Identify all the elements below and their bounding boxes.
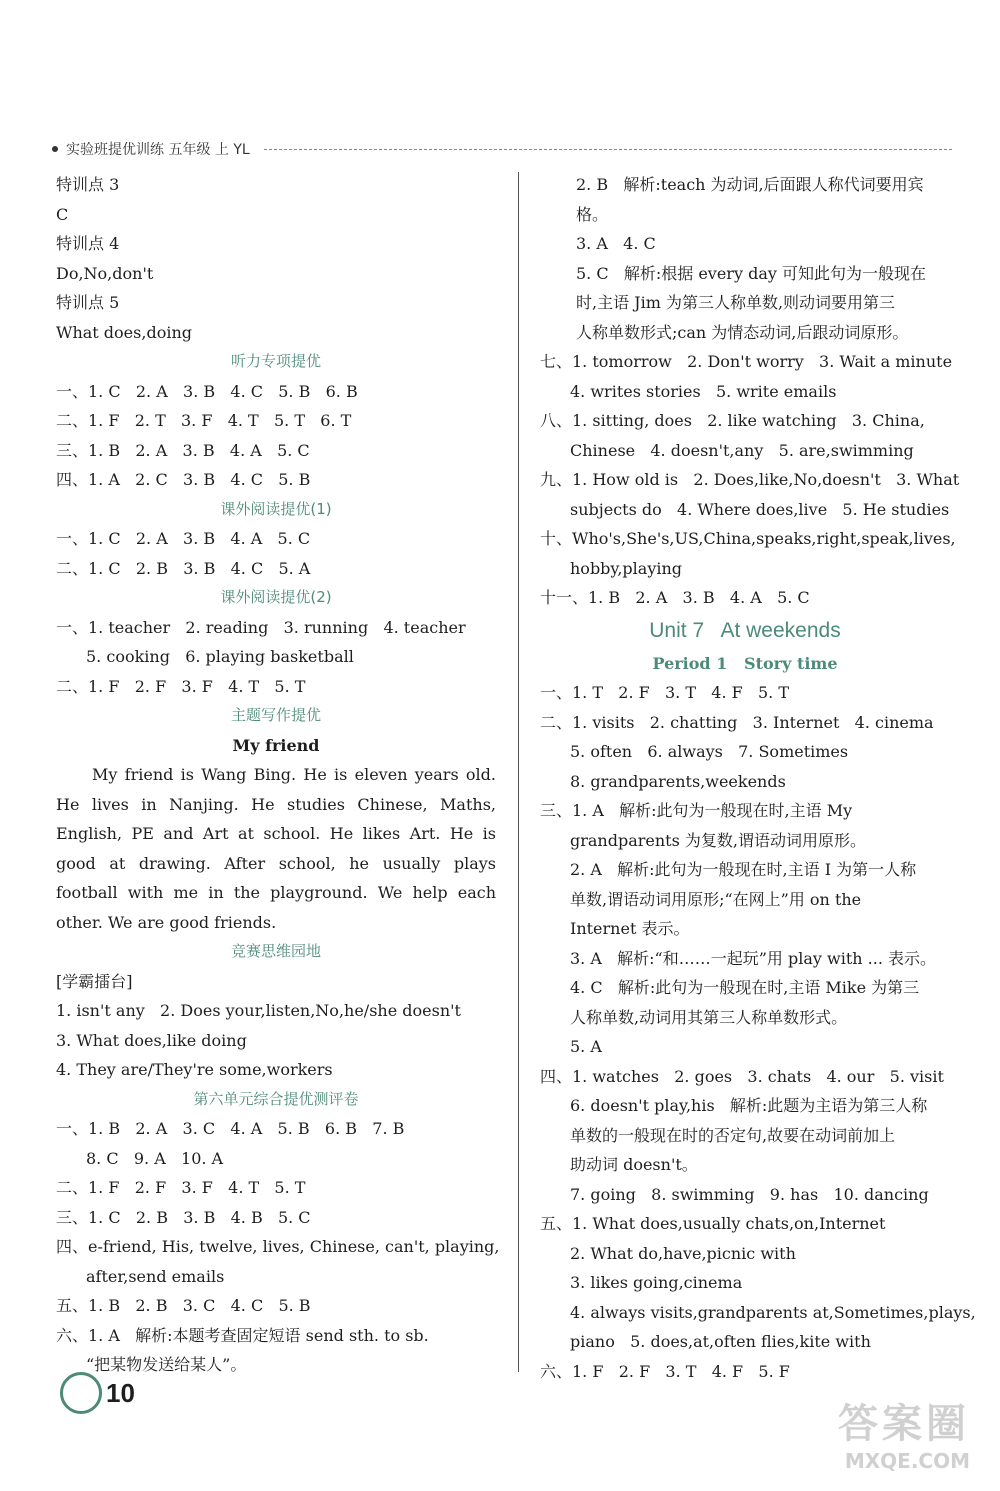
- answer-line: piano 5. does,at,often flies,kite with: [570, 1332, 871, 1351]
- answer-line: 十一、1. B 2. A 3. B 4. A 5. C: [540, 588, 810, 607]
- answer-line: 3. A 4. C: [576, 234, 656, 253]
- answer-line: 3. A 解析:“和……一起玩”用 play with ... 表示。: [570, 948, 937, 968]
- answer-line: Chinese 4. doesn't,any 5. are,swimming: [570, 440, 914, 460]
- section-heading: 竞赛思维园地: [230, 942, 321, 960]
- section-heading: 主题写作提优: [230, 706, 321, 724]
- answer-line: 人称单数,动词用其第三人称单数形式。: [570, 1007, 848, 1027]
- answer-line: 八、1. sitting, does 2. like watching 3. China,: [540, 411, 925, 430]
- answer-line: 四、1. watches 2. goes 3. chats 4. our 5. visit: [540, 1066, 944, 1086]
- answer-line: What does,doing: [56, 322, 192, 342]
- answer-line: 特训点 3: [56, 175, 120, 194]
- answer-line: 8. C 9. A 10. A: [86, 1148, 224, 1168]
- answer-line: 4. C 解析:此句为一般现在时,主语 Mike 为第三: [570, 978, 920, 997]
- answer-line: 时,主语 Jim 为第三人称单数,则动词要用第三: [576, 293, 896, 312]
- answer-line: [学霸擂台]: [56, 971, 133, 991]
- answer-line: after,send emails: [86, 1266, 225, 1286]
- page-number-text: 10: [106, 1377, 135, 1408]
- answer-line: 二、1. C 2. B 3. B 4. C 5. A: [56, 558, 311, 578]
- answer-line: 二、1. F 2. F 3. F 4. T 5. T: [56, 676, 306, 696]
- answer-line: 2. B 解析:teach 为动词,后面跟人称代词要用宾: [576, 175, 924, 194]
- answer-line: 一、1. B 2. A 3. C 4. A 5. B 6. B 7. B: [56, 1119, 405, 1138]
- watermark: [838, 1392, 970, 1473]
- dolphin-logo-icon: [60, 1372, 102, 1414]
- answer-line: Internet 表示。: [570, 919, 690, 938]
- answer-line: 2. A 解析:此句为一般现在时,主语 I 为第一人称: [570, 860, 917, 879]
- answer-line: 5. A: [570, 1037, 602, 1056]
- answer-line: 一、1. teacher 2. reading 3. running 4. teacher: [56, 617, 466, 637]
- answer-line: 三、1. A 解析:此句为一般现在时,主语 My: [540, 801, 853, 820]
- section-heading: 课外阅读提优(2): [220, 588, 332, 606]
- answer-line: 三、1. B 2. A 3. B 4. A 5. C: [56, 440, 310, 460]
- answer-line: 5. C 解析:根据 every day 可知此句为一般现在: [576, 263, 926, 283]
- watermark-url: MXQE.COM: [844, 1449, 970, 1473]
- answer-line: 四、1. A 2. C 3. B 4. C 5. B: [56, 470, 311, 489]
- answer-line: 4. always visits,grandparents at,Sometimes,plays,: [570, 1302, 976, 1322]
- essay-paragraph: My friend is Wang Bing. He is eleven years old. He lives in Nanjing. He studies Chinese, Maths, English, PE and Art at school. He likes Art. He is good at drawing. After school, he usually plays football with me in the playground. We help each other. We are good friends.: [56, 765, 496, 932]
- answer-line: 十、Who's,She's,US,China,speaks,right,speak,lives,: [540, 529, 956, 548]
- answer-line: grandparents 为复数,谓语动词用原形。: [570, 830, 866, 850]
- answer-line: 助动词 doesn't。: [570, 1155, 698, 1174]
- answer-line: hobby,playing: [570, 558, 683, 578]
- answer-line: 4. They are/They're some,workers: [56, 1060, 333, 1079]
- answer-line: 人称单数形式;can 为情态动词,后跟动词原形。: [576, 322, 909, 342]
- bullet-dot-icon: [52, 146, 58, 152]
- answer-line: 特训点 4: [56, 234, 120, 253]
- answer-line: 一、1. T 2. F 3. T 4. F 5. T: [540, 683, 790, 702]
- header-title: 实验班提优训练 五年级 上 YL: [66, 142, 250, 158]
- answer-line: 二、1. F 2. F 3. F 4. T 5. T: [56, 1178, 306, 1197]
- column-divider: [518, 172, 519, 1372]
- period-title: Period 1 Story time: [652, 653, 838, 673]
- running-header: [52, 138, 952, 160]
- header-rule: [264, 149, 952, 150]
- section-heading: 听力专项提优: [230, 352, 321, 370]
- answer-line: 二、1. visits 2. chatting 3. Internet 4. cinema: [540, 712, 934, 732]
- answer-line: 六、1. F 2. F 3. T 4. F 5. F: [540, 1361, 790, 1381]
- answer-line: 一、1. C 2. A 3. B 4. C 5. B 6. B: [56, 381, 358, 401]
- answer-line: 单数,谓语动词用原形;“在网上”用 on the: [570, 889, 862, 909]
- answer-line: 7. going 8. swimming 9. has 10. dancing: [570, 1184, 929, 1204]
- answer-line: “把某物发送给某人”。: [86, 1355, 247, 1374]
- answer-line: 三、1. C 2. B 3. B 4. B 5. C: [56, 1207, 311, 1227]
- section-heading: 第六单元综合提优测评卷: [193, 1089, 359, 1108]
- left-column: [56, 170, 500, 1380]
- section-heading: 课外阅读提优(1): [220, 499, 332, 518]
- answer-line: 3. What does,like doing: [56, 1030, 247, 1050]
- answer-line: 特训点 5: [56, 293, 120, 312]
- answer-line: 2. What do,have,picnic with: [570, 1243, 796, 1263]
- answer-line: 5. cooking 6. playing basketball: [86, 647, 354, 666]
- answer-line: 5. often 6. always 7. Sometimes: [570, 742, 849, 761]
- answer-line: Do,No,don't: [56, 263, 154, 283]
- answer-line: 五、1. B 2. B 3. C 4. C 5. B: [56, 1296, 311, 1315]
- answer-line: 格。: [576, 204, 609, 224]
- answer-line: 1. isn't any 2. Does your,listen,No,he/she doesn't: [56, 1001, 461, 1020]
- unit-title: Unit 7 At weekends: [649, 618, 841, 642]
- answer-line: 二、1. F 2. T 3. F 4. T 5. T 6. T: [56, 411, 352, 430]
- answer-line: 五、1. What does,usually chats,on,Internet: [540, 1214, 886, 1233]
- answer-line: 九、1. How old is 2. Does,like,No,doesn't 3. What: [540, 470, 960, 489]
- answer-line: 单数的一般现在时的否定句,故要在动词前加上: [570, 1125, 896, 1145]
- page-number: [60, 1372, 135, 1414]
- answer-line: 8. grandparents,weekends: [570, 771, 786, 791]
- answer-line: 四、e-friend, His, twelve, lives, Chinese, can't, playing,: [56, 1237, 500, 1256]
- answer-line: 3. likes going,cinema: [570, 1273, 743, 1292]
- answer-line: 七、1. tomorrow 2. Don't worry 3. Wait a minute: [540, 352, 953, 371]
- answer-line: 4. writes stories 5. write emails: [570, 381, 837, 401]
- answer-line: 一、1. C 2. A 3. B 4. A 5. C: [56, 529, 311, 548]
- answer-line: C: [56, 204, 69, 224]
- essay-title: My friend: [232, 735, 320, 755]
- right-column: [540, 170, 976, 1386]
- watermark-logo: 答案圈: [838, 1401, 970, 1447]
- answer-line: 六、1. A 解析:本题考查固定短语 send sth. to sb.: [56, 1325, 429, 1345]
- answer-line: 6. doesn't play,his 解析:此题为主语为第三人称: [570, 1096, 928, 1115]
- answer-line: subjects do 4. Where does,live 5. He studies: [570, 499, 950, 519]
